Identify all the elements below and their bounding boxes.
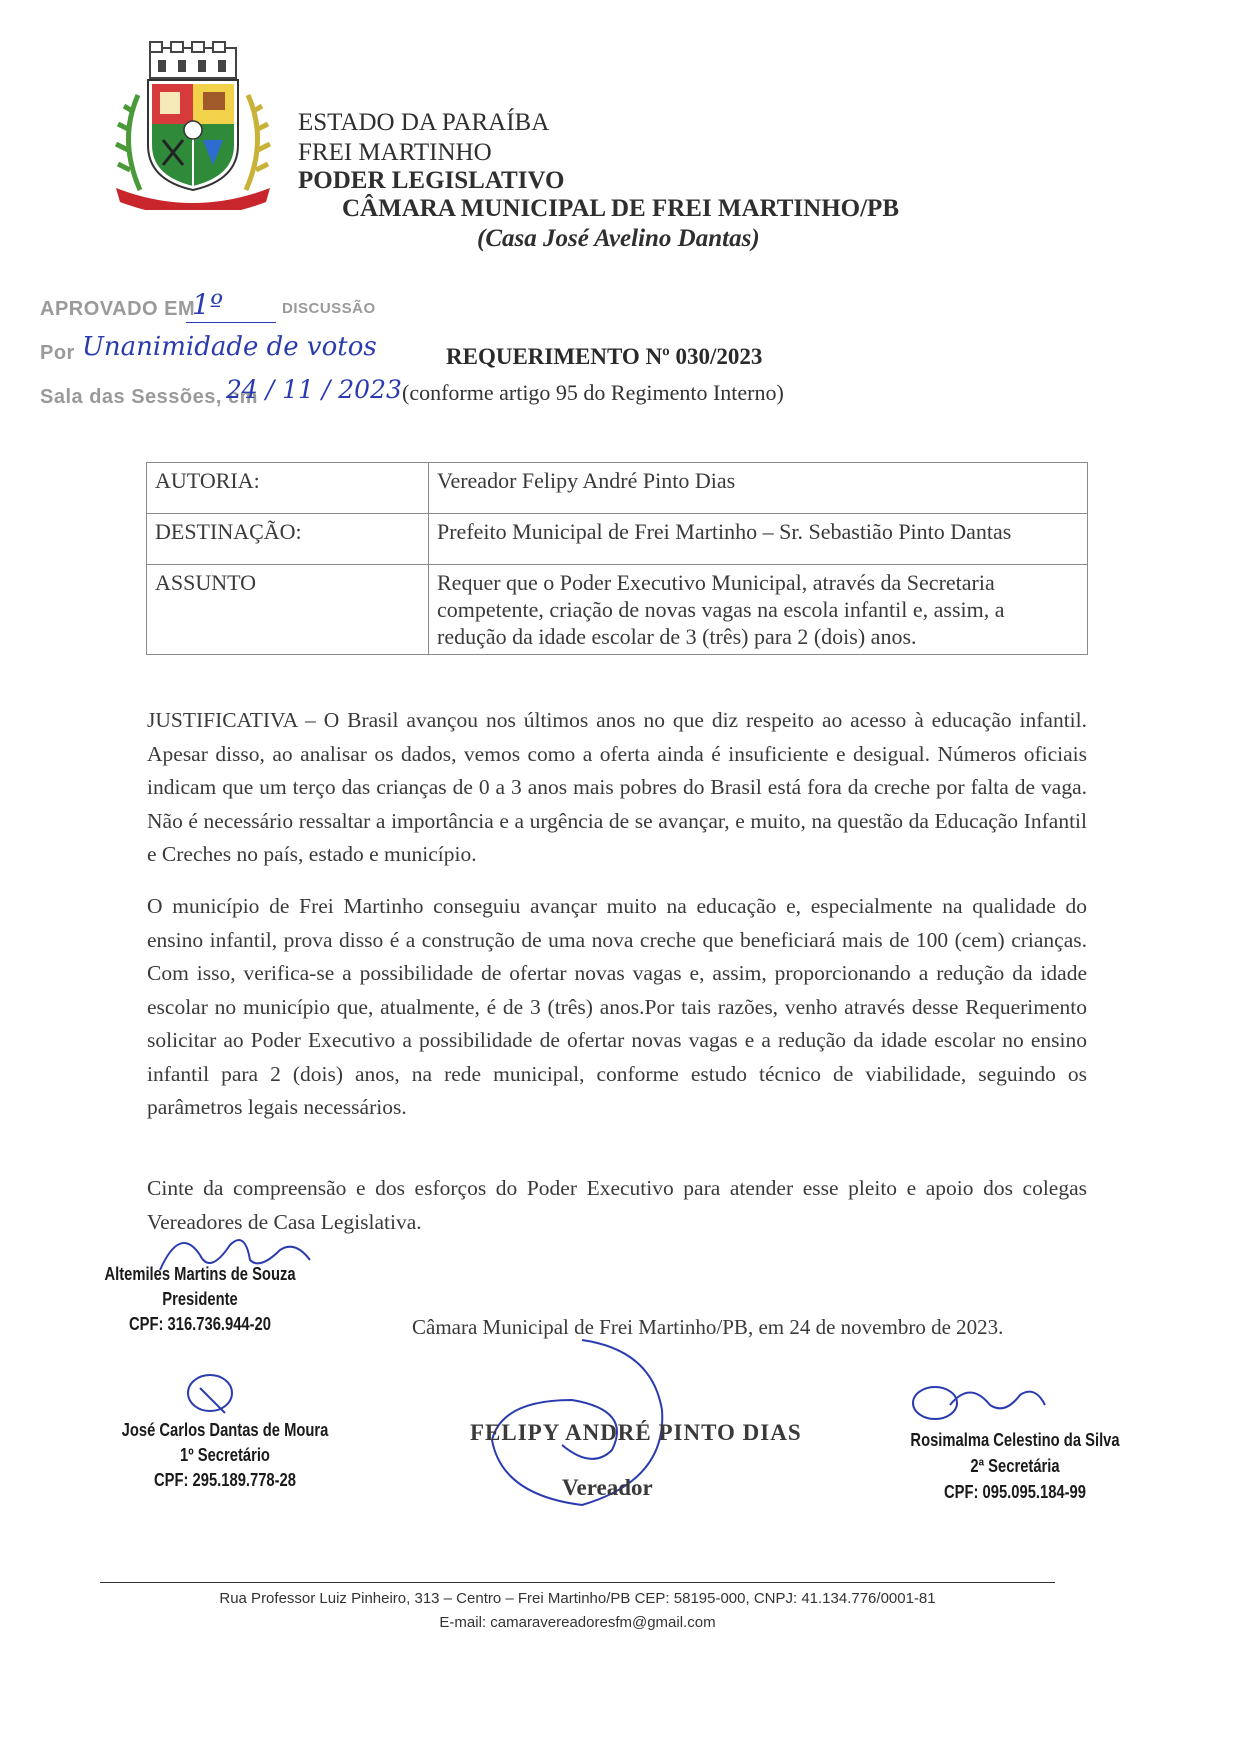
header-power: PODER LEGISLATIVO	[298, 167, 565, 194]
requirement-title: REQUERIMENTO Nº 030/2023	[446, 344, 763, 369]
stamp-approved-underline	[186, 322, 276, 323]
paragraph-municipality: O município de Frei Martinho conseguiu avançar muito na educação e, especialmente na qualidade do ensino infantil, prova disso é a construção de uma nova creche que beneficiará mais de 100 (cem) crianças. Com isso, verifica-se a possibilidade de ofertar novas vagas e, assim, proporcionando a redução da idade escolar no município que, atualmente, é de 3 (três) anos.Por tais razões, venho através desse Requerimento solicitar ao Poder Executivo a possibilidade de ofertar novas vagas e a redução da idade escolar no ensino infantil para 2 (dois) anos, na rede municipal, conforme estudo técnico de viabilidade, seguindo os parâmetros legais necessários.	[147, 894, 1087, 1119]
stamp-discussion-label: DISCUSSÃO	[282, 300, 376, 317]
footer-divider	[100, 1582, 1055, 1583]
stamp-by-value: Unanimidade de votos	[82, 332, 377, 362]
table-cell-value: Prefeito Municipal de Frei Martinho – Sr. Sebastião Pinto Dantas	[429, 514, 1088, 565]
secretary1-cpf: CPF: 295.189.778-28	[154, 1470, 296, 1490]
author-role: Vereador	[562, 1475, 653, 1500]
info-table	[146, 462, 1088, 655]
table-cell-key: ASSUNTO	[147, 565, 429, 655]
table-cell-value: Requer que o Poder Executivo Municipal, através da Secretaria competente, criação de novas vagas na escola infantil e, assim, a redução da idade escolar de 3 (três) para 2 (dois) anos.	[429, 565, 1088, 655]
president-role: Presidente	[162, 1289, 238, 1309]
header-house-name: (Casa José Avelino Dantas)	[477, 225, 760, 252]
author-name: FELIPY ANDRÉ PINTO DIAS	[470, 1420, 802, 1445]
secretary2-cpf: CPF: 095.095.184-99	[944, 1482, 1086, 1502]
table-cell-value: Vereador Felipy André Pinto Dias	[429, 463, 1088, 514]
requirement-subtitle: (conforme artigo 95 do Regimento Interno)	[402, 380, 784, 405]
date-line: Câmara Municipal de Frei Martinho/PB, em 24 de novembro de 2023.	[412, 1315, 1004, 1339]
table-cell-key: AUTORIA:	[147, 463, 429, 514]
table-row	[147, 565, 1088, 655]
secretary2-role: 2ª Secretária	[970, 1456, 1060, 1476]
header-chamber: CÂMARA MUNICIPAL DE FREI MARTINHO/PB	[342, 195, 899, 222]
table-cell-key: DESTINAÇÃO:	[147, 514, 429, 565]
president-cpf: CPF: 316.736.944-20	[129, 1314, 271, 1334]
secretary1-name: José Carlos Dantas de Moura	[121, 1420, 329, 1440]
stamp-approved-label: APROVADO EM	[40, 298, 196, 320]
stamp-approved-value: 1º	[192, 288, 223, 321]
stamp-session-label: Sala das Sessões, em	[40, 386, 258, 408]
footer-address: Rua Professor Luiz Pinheiro, 313 – Centro – Frei Martinho/PB CEP: 58195-000, CNPJ: 41.134.776/0001-81	[219, 1590, 936, 1607]
secretary1-role: 1º Secretário	[180, 1445, 270, 1465]
paragraph-closing: Cinte da compreensão e dos esforços do Poder Executivo para atender esse pleito e apoio dos colegas Vereadores de Casa Legislativa.	[147, 1176, 1087, 1234]
table-row	[147, 463, 1088, 514]
secretary2-name: Rosimalma Celestino da Silva	[910, 1430, 1120, 1450]
stamp-by-label: Por	[40, 342, 75, 364]
president-name: Altemiles Martins de Souza	[104, 1264, 296, 1284]
table-row	[147, 514, 1088, 565]
municipal-crest-logo	[108, 40, 278, 210]
paragraph-justification: JUSTIFICATIVA – O Brasil avançou nos últimos anos no que diz respeito ao acesso à educação infantil. Apesar disso, ao analisar os dados, vemos como a oferta ainda é insuficiente e desigual. Números oficiais indicam que um terço das crianças de 0 a 3 anos mais pobres do Brasil está fora da creche por falta de vaga. Não é necessário ressaltar a importância e a urgência de se avançar, e muito, na questão da Educação Infantil e Creches no país, estado e município.	[147, 708, 1087, 866]
footer-email: E-mail: camaravereadoresfm@gmail.com	[439, 1614, 716, 1631]
header-city: FREI MARTINHO	[298, 139, 492, 166]
stamp-session-date: 24 / 11 / 2023	[226, 375, 402, 404]
secretary2-signature-scribble	[900, 1375, 1050, 1430]
header-state: ESTADO DA PARAÍBA	[298, 109, 550, 136]
